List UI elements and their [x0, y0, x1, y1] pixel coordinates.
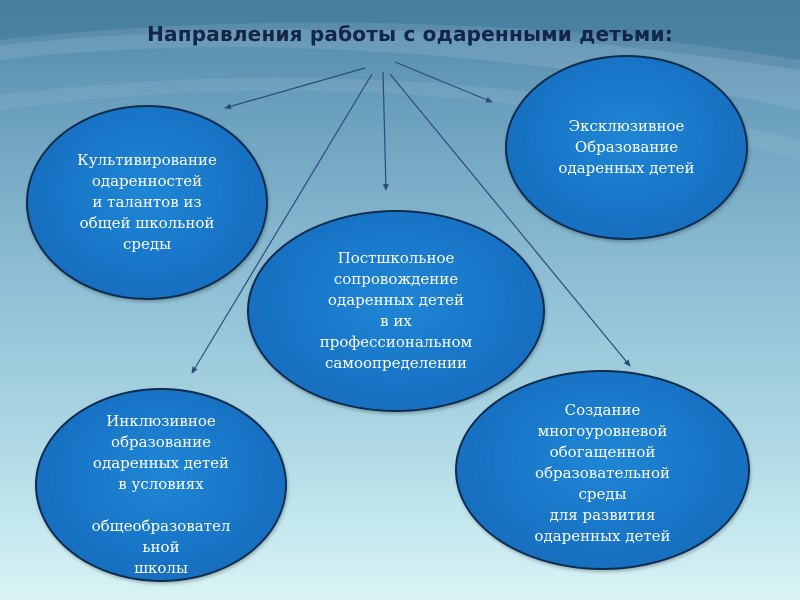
node-multilevel: [455, 370, 750, 570]
node-postschool-text: Постшкольное сопровождение одаренных детей в их профессиональном самоопределении: [319, 249, 473, 372]
node-cultivation-text: Культивирование одаренностей и талантов из общей школьной среды: [77, 151, 217, 253]
node-exclusive-text: Эксклюзивное Образование одаренных детей: [558, 117, 695, 177]
node-inclusive-text: Инклюзивное образование одаренных детей в условиях общеобразовател ьной школы: [91, 412, 231, 577]
arrow-to-exclusive: [395, 62, 492, 102]
node-inclusive: [35, 388, 287, 582]
node-cultivation: [26, 105, 268, 300]
node-exclusive: [505, 55, 748, 240]
slide-title: Направления работы с одаренными детьми:: [147, 22, 673, 46]
node-multilevel-text: Создание многоуровневой обогащенной образовательной среды для развития одаренных детей: [534, 400, 671, 545]
arrow-to-cultivation: [225, 68, 365, 108]
arrow-to-postschool: [383, 72, 386, 190]
node-postschool: [247, 210, 545, 412]
